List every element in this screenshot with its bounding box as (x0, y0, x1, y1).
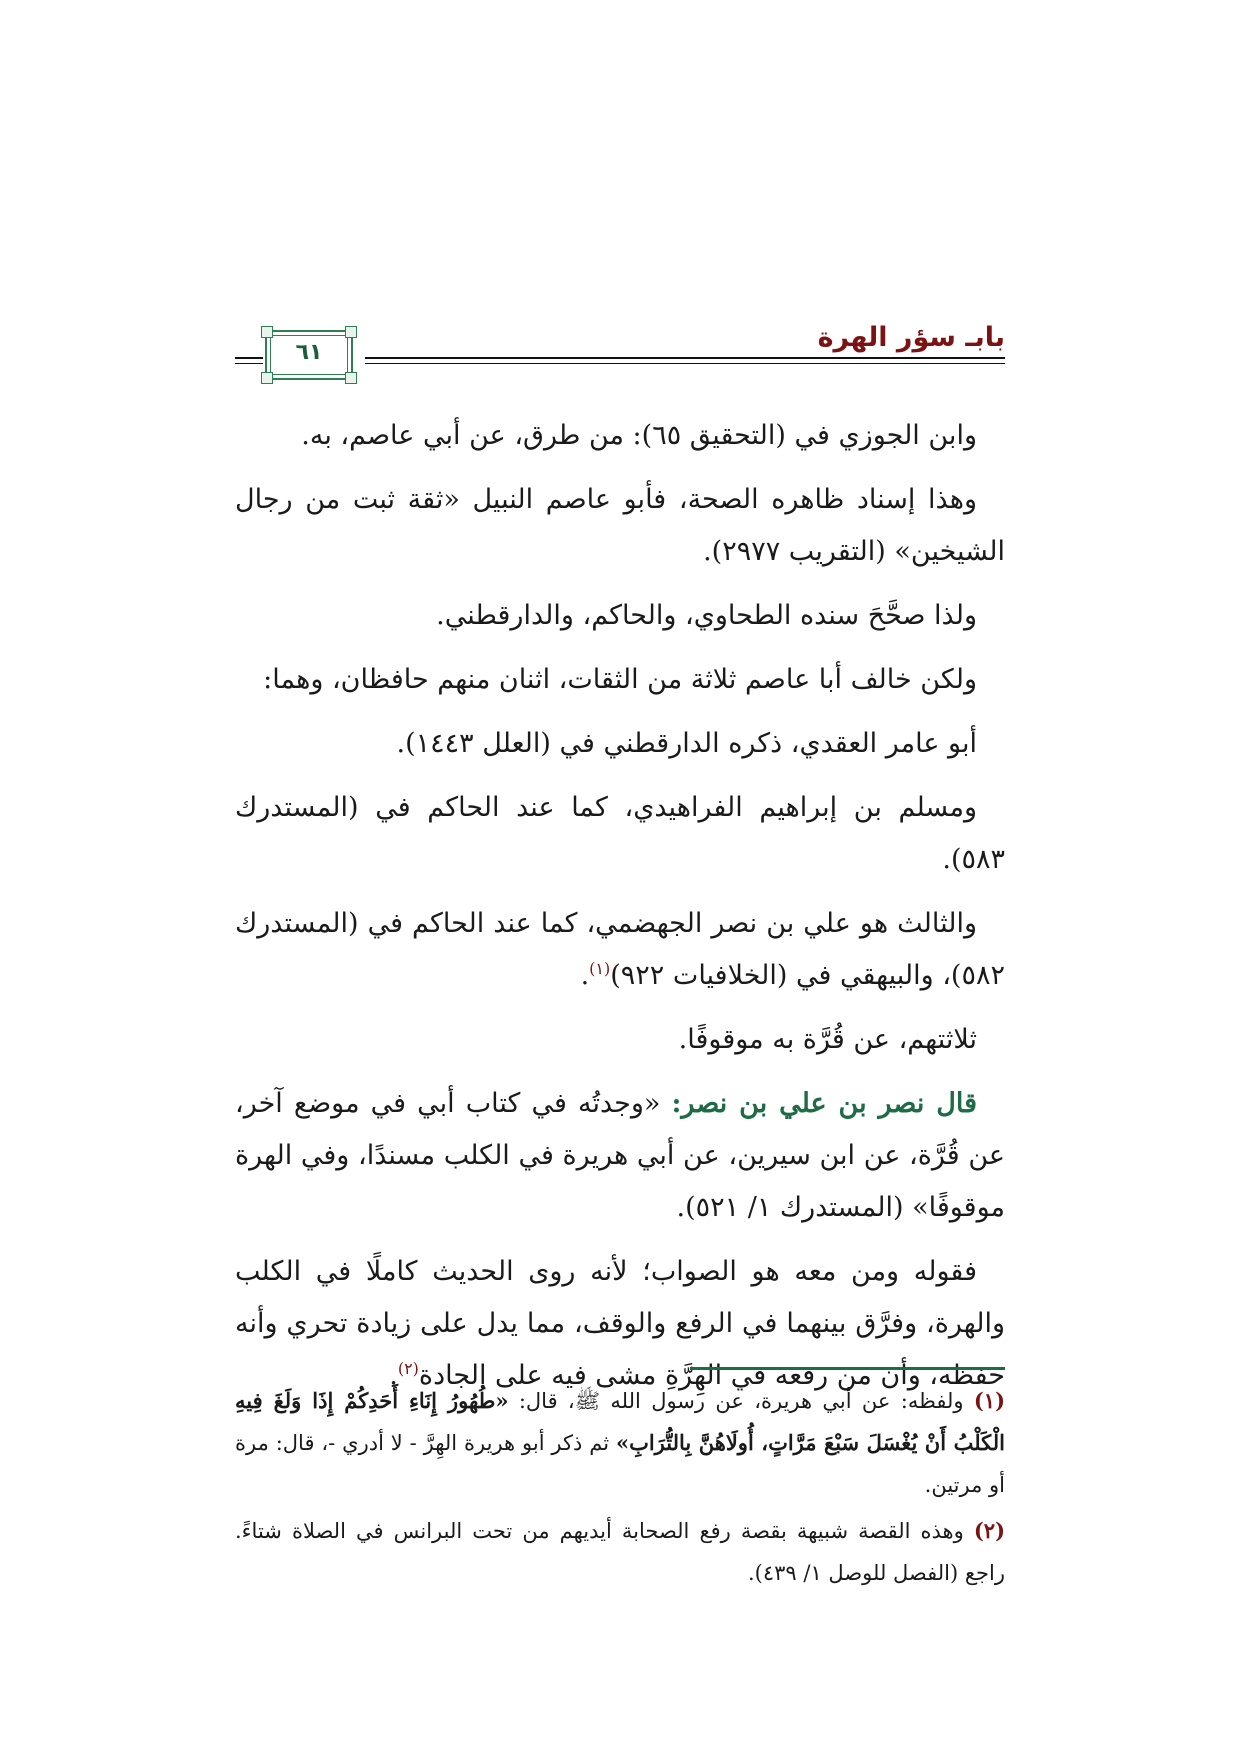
paragraph-5: أبو عامر العقدي، ذكره الدارقطني في (العلل ١٤٤٣). (396, 728, 977, 759)
header-rule-right-bottom (365, 363, 1005, 364)
paragraph-9 (235, 1078, 1005, 1234)
paragraph-7-text: والثالث هو علي بن نصر الجهضمي، كما عند الحاكم في (المستدرك ٥٨٢)، والبيهقي في (الخلافيات ٩٢٢) (235, 908, 1005, 991)
paragraph-6: ومسلم بن إبراهيم الفراهيدي، كما عند الحاكم في (المستدرك ٥٨٣). (235, 792, 1005, 875)
paragraph-10-text: فقوله ومن معه هو الصواب؛ لأنه روى الحديث كاملًا في الكلب والهرة، وفرَّق بينهما في الرفع والوقف، مما يدل على زيادة تحري وأنه حفظه، وأن من رفعه في الهِرَّةِ مشى فيه على الجادة (235, 1256, 1005, 1391)
footnote-ref-2[interactable]: (٢) (397, 1359, 419, 1378)
header-rule-left-top (235, 357, 263, 359)
footnotes (235, 1380, 1005, 1598)
footnote-separator (690, 1367, 1005, 1370)
speaker-label: قال نصر بن علي بن نصر: (671, 1088, 977, 1119)
paragraph-2: وهذا إسناد ظاهره الصحة، فأبو عاصم النبيل «ثقة ثبت من رجال الشيخين» (التقريب ٢٩٧٧). (235, 484, 1005, 567)
paragraph-8: ثلاثتهم، عن قُرَّة به موقوفًا. (678, 1024, 977, 1055)
main-text (235, 410, 1005, 1414)
paragraph-4: ولكن خالف أبا عاصم ثلاثة من الثقات، اثنان منهم حافظان، وهما: (263, 664, 977, 695)
paragraph-3: ولذا صحَّحَ سنده الطحاوي، والحاكم، والدارقطني. (436, 600, 977, 631)
page-header (235, 300, 1005, 390)
footnote-2 (235, 1510, 1005, 1594)
page-number: ٦١ (295, 340, 323, 365)
paragraph-9-text: «وجدتُه في كتاب أبي في موضع آخر، عن قُرَّة، عن ابن سيرين، عن أبي هريرة في الكلب مسندًا، وفي الهرة موقوفًا» (المستدرك ١/ ٥٢١). (235, 1088, 1005, 1223)
page-number-frame-icon (265, 330, 353, 380)
paragraph-7-end: . (580, 960, 590, 991)
footnote-number: (١) (973, 1388, 1005, 1413)
footnote-number: (٢) (973, 1518, 1005, 1543)
paragraph-10 (235, 1246, 1005, 1402)
footnote-1 (235, 1380, 1005, 1506)
header-rule-left-bottom (235, 363, 263, 364)
footnote-ref-1[interactable]: (١) (589, 959, 611, 978)
header-rule-right-top (365, 357, 1005, 359)
paragraph-7 (235, 898, 1005, 1002)
paragraph-10-end: . (389, 1360, 398, 1391)
footnote-1-post: ثم ذكر أبو هريرة الهِرَّ - لا أدري -، قال: مرة أو مرتين. (235, 1431, 1005, 1497)
chapter-title: بابـ سؤر الهرة (817, 322, 1005, 353)
footnote-2-text: وهذه القصة شبيهة بقصة رفع الصحابة أيديهم من تحت البرانس في الصلاة شتاءً. راجع (الفصل للوصل ١/ ٤٣٩). (235, 1519, 1005, 1585)
footnote-1-hadith: «طُهُورُ إِنَاءِ أَحَدِكُمْ إِذَا وَلَغَ فِيهِ الْكَلْبُ أَنْ يُغْسَلَ سَبْعَ مَرَّاتٍ، أُولَاهُنَّ بِالتُّرَابِ» (235, 1388, 1005, 1455)
footnote-1-pre: ولفظه: عن أبي هريرة، عن رسول الله ﷺ، قال: (508, 1389, 974, 1413)
paragraph-1: وابن الجوزي في (التحقيق ٦٥): من طرق، عن أبي عاصم، به. (301, 420, 977, 451)
